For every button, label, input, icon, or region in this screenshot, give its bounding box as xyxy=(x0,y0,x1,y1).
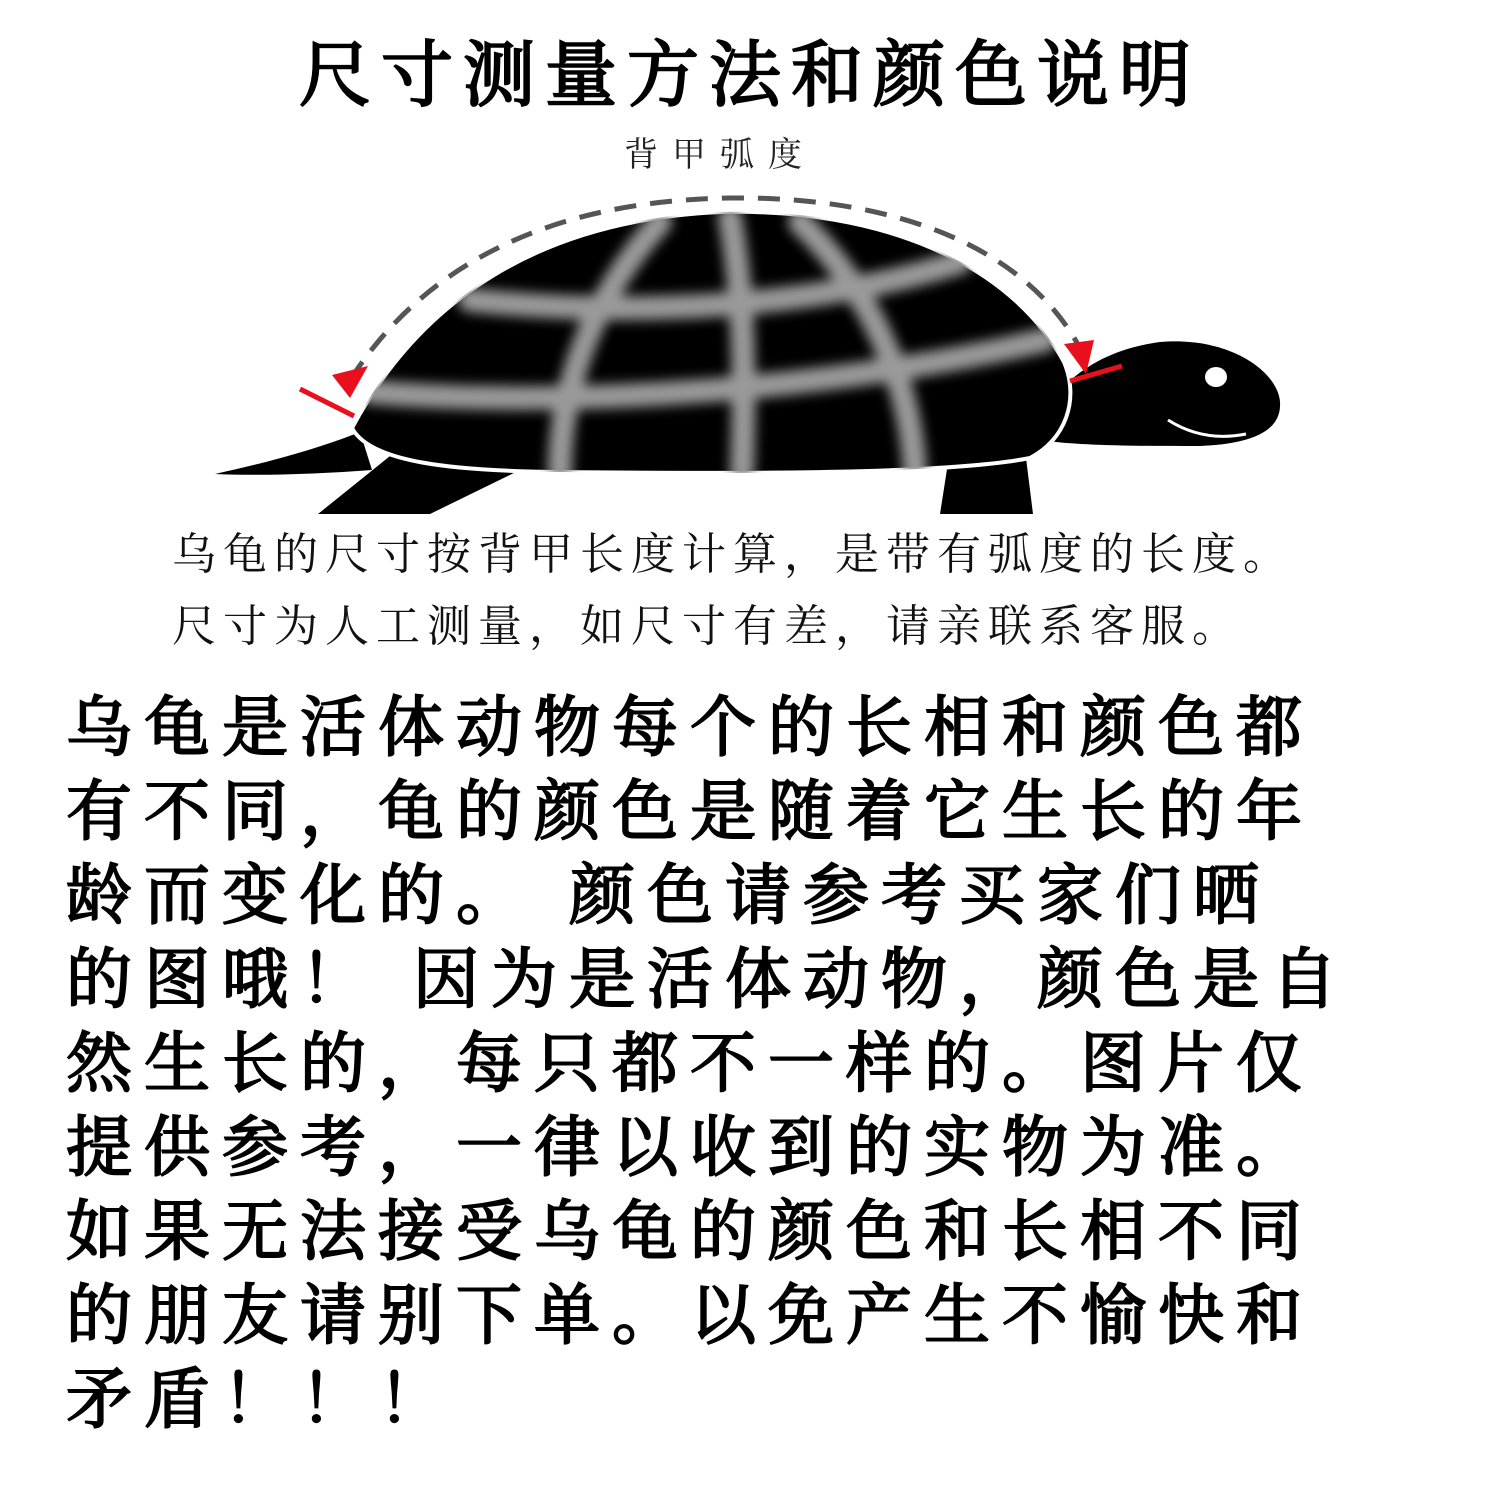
caption-line: 尺寸为人工测量，如尺寸有差，请亲联系客服。 xyxy=(172,601,1243,652)
arc-label: 背甲弧度 xyxy=(624,135,816,175)
turtle-tail xyxy=(215,432,372,475)
turtle-eye xyxy=(1205,367,1227,387)
page-title: 尺寸测量方法和颜色说明 xyxy=(298,33,1201,117)
notice-line: 乌龟是活体动物每个的长相和颜色都 xyxy=(66,689,1314,766)
notice-line: 的朋友请别下单。以免产生不愉快和 xyxy=(66,1277,1314,1354)
notice-line: 矛盾！！！ xyxy=(66,1361,456,1438)
turtle-diagram xyxy=(0,180,1500,520)
notice-line: 提供参考，一律以收到的实物为准。 xyxy=(66,1109,1314,1186)
notice-line: 如果无法接受乌龟的颜色和长相不同 xyxy=(66,1193,1314,1270)
notice-line: 有不同，龟的颜色是随着它生长的年 xyxy=(66,773,1314,850)
turtle-shell xyxy=(352,212,1070,473)
notice-line: 的图哦！ 因为是活体动物，颜色是自 xyxy=(66,941,1349,1018)
notice-line: 然生长的，每只都不一样的。图片仅 xyxy=(66,1025,1314,1102)
left-measure-marker xyxy=(300,366,368,416)
notice-line: 龄而变化的。 颜色请参考买家们晒 xyxy=(66,857,1271,934)
caption-line: 乌龟的尺寸按背甲长度计算，是带有弧度的长度。 xyxy=(172,529,1294,580)
